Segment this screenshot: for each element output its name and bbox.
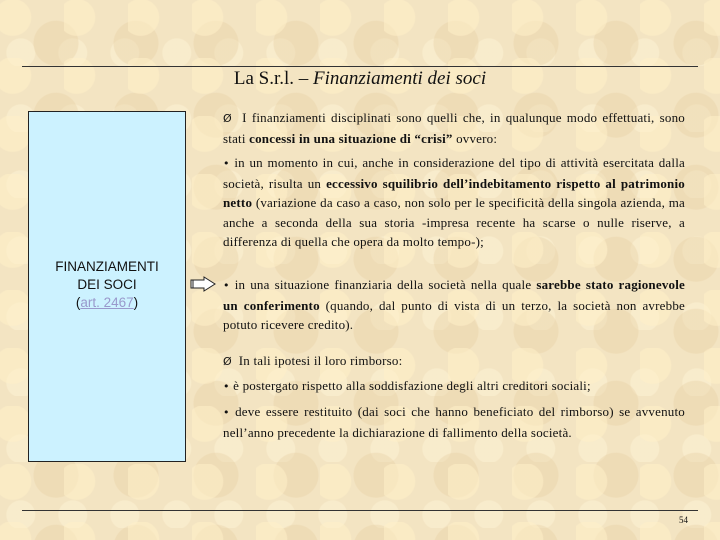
p2-text-2: (variazione da caso a caso, non solo per le specificità della singola azienda, ma anche a seconda della sua storia -impresa recente ha scarse o nulle riserve, a differenza di quella che opera da molto tempo-); (223, 195, 685, 249)
paragraph-1 (223, 108, 685, 148)
arrow-bullet-icon: Ø (223, 355, 232, 368)
p3-text-1: in una situazione finanziaria della società nella quale (234, 277, 537, 292)
p2-bold: eccessivo squilibrio dell’indebitamento rispetto al patrimonio netto (223, 175, 685, 210)
title-prefix: La S.r.l. – (233, 68, 314, 89)
paragraph-2 (223, 153, 685, 252)
title-italic: Finanziamenti dei soci (313, 68, 487, 89)
bottom-rule (22, 510, 698, 511)
topic-line-1: FINANZIAMENTI (55, 259, 159, 274)
paragraph-3 (223, 275, 685, 335)
open-paren: ( (75, 295, 81, 310)
p1-text-1: I finanziamenti disciplinati sono quelli che, in qualunque modo effettuati, sono stati (223, 110, 685, 146)
paragraph-6 (223, 402, 685, 442)
p5-text: è postergato rispetto alla soddisfazione degli altri creditori sociali; (233, 378, 591, 393)
topic-reference (28, 294, 186, 312)
paragraph-5 (223, 376, 685, 397)
page-number: 54 (679, 515, 688, 525)
topic-label (28, 258, 186, 312)
dot-bullet-icon: • (223, 406, 230, 419)
close-paren: ) (133, 295, 139, 310)
topic-line-2: DEI SOCI (77, 277, 137, 292)
p1-text-2: ovvero: (452, 130, 498, 146)
p4-text: In tali ipotesi il loro rimborso: (238, 353, 403, 368)
dot-bullet-icon: • (223, 279, 230, 292)
arrow-bullet-icon: Ø (223, 112, 232, 125)
p2-text-1: in un momento in cui, anche in considerazione del tipo di attività esercitata dalla società, risulta un (223, 155, 685, 191)
right-arrow-icon (190, 276, 216, 292)
dot-bullet-icon: • (223, 380, 230, 393)
dot-bullet-icon: • (223, 157, 230, 170)
p3-bold: sarebbe stato ragionevole un conferimento (223, 277, 686, 313)
p1-bold: concessi in una situazione di “crisi” (249, 130, 453, 146)
article-link[interactable]: art. 2467 (80, 295, 134, 310)
p3-text-2: (quando, dal punto di vista di un terzo, la società non avrebbe potuto ricevere credito). (223, 297, 685, 332)
slide-title (0, 68, 720, 90)
paragraph-4 (223, 351, 685, 372)
top-rule (22, 66, 698, 67)
p6-text: deve essere restituito (dai soci che hanno beneficiato del rimborso) se avvenuto nell’anno precedente la dichiarazione di fallimento della società. (223, 404, 685, 440)
